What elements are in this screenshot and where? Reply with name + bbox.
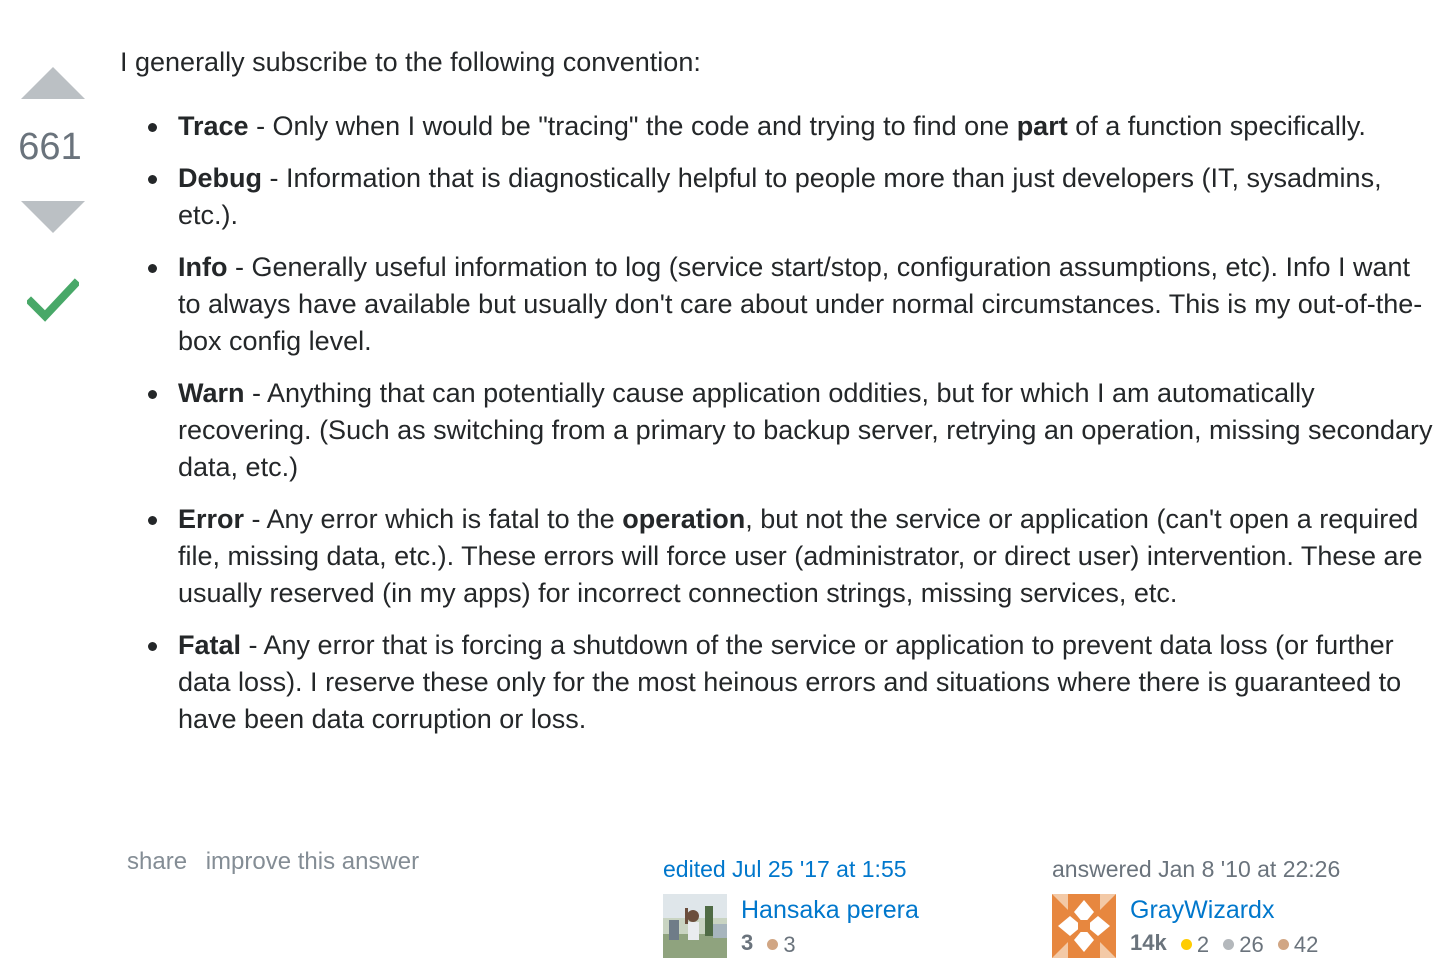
avatar[interactable] (1052, 894, 1116, 958)
bronze-badge-icon (767, 939, 778, 950)
log-level-term: Warn (178, 378, 245, 408)
owner-signature (1052, 853, 1372, 957)
log-level-term: Error (178, 504, 245, 534)
accepted-checkmark-icon (27, 278, 79, 324)
description-text: - Only when I would be "tracing" the code and trying to find one (248, 111, 1017, 141)
bronze-badge-count: 42 (1293, 931, 1319, 957)
bronze-badge (767, 929, 795, 961)
share-link[interactable]: share (127, 848, 188, 875)
vote-count: 661 (18, 126, 82, 168)
list-item (120, 108, 1440, 145)
description-text: - Any error that is forcing a shutdown of the service or application to prevent data loss (or further data loss). I reserve these only for the most heinous errors and situations where there is guaranteed to have been data corruption or loss. (178, 630, 1402, 734)
log-level-term: Fatal (178, 630, 242, 660)
editor-details (741, 893, 919, 961)
emphasis-text: part (1016, 111, 1068, 141)
owner-identicon-image (1052, 894, 1116, 958)
answer-body (120, 44, 1440, 753)
silver-badge-icon (1223, 939, 1234, 950)
bullet-icon (148, 175, 157, 184)
edit-history-link[interactable]: edited Jul 25 '17 at 1:55 (663, 856, 907, 882)
editor-avatar-image (663, 894, 727, 958)
bullet-icon (148, 123, 157, 132)
list-item (120, 249, 1440, 360)
bronze-badge-count: 3 (783, 931, 796, 957)
description-text: - Information that is diagnostically helpful to people more than just developers (IT, sysadmins, etc.). (178, 163, 1382, 230)
editor-flair (741, 927, 919, 961)
bullet-icon (148, 642, 157, 651)
log-level-list (120, 108, 1440, 738)
vote-up-icon[interactable] (21, 67, 85, 99)
answered-timestamp: answered Jan 8 '10 at 22:26 (1052, 856, 1341, 882)
log-level-term: Debug (178, 163, 262, 193)
owner-flair (1130, 927, 1326, 961)
post-menu (127, 848, 431, 876)
avatar[interactable] (663, 894, 727, 958)
silver-badge (1223, 929, 1263, 961)
bullet-icon (148, 390, 157, 399)
description-text: of a function specifically. (1067, 111, 1366, 141)
description-text: - Generally useful information to log (service start/stop, configuration assumptions, etc). Info I want to always have available but usually don't care about under normal circumstances. This is my out-of-the-box config level. (178, 252, 1423, 356)
list-item (120, 375, 1440, 486)
gold-badge-count: 2 (1196, 931, 1210, 957)
bullet-icon (148, 264, 157, 273)
silver-badge-count: 26 (1239, 931, 1264, 957)
owner-details (1130, 893, 1326, 961)
reputation-score: 3 (741, 930, 754, 955)
reputation-score: 14k (1130, 930, 1167, 955)
description-text: - Anything that can potentially cause application oddities, but for which I am automatically recovering. (Such as switching from a primary to backup server, retrying an operation, missing secondary data, etc.) (178, 378, 1433, 482)
emphasis-text: operation (622, 504, 746, 534)
editor-signature (663, 853, 983, 957)
log-level-term: Trace (178, 111, 249, 141)
bronze-badge (1278, 929, 1318, 961)
description-text: , but not the service or application (can't open a required file, missing data, etc.). These errors will force user (administrator, or direct user) intervention. These are usually reserved (in my apps) for incorrect connection strings, missing services, etc. (178, 504, 1423, 608)
list-item (120, 160, 1440, 234)
owner-username-link[interactable]: GrayWizardx (1130, 896, 1275, 924)
gold-badge (1181, 929, 1209, 961)
description-text: - Any error which is fatal to the (244, 504, 623, 534)
improve-answer-link[interactable]: improve this answer (205, 848, 420, 875)
bullet-icon (148, 516, 157, 525)
vote-down-icon[interactable] (21, 201, 85, 233)
answer-intro: I generally subscribe to the following convention: (120, 47, 701, 77)
editor-username-link[interactable]: Hansaka perera (741, 896, 919, 924)
edited-timestamp (663, 853, 983, 885)
bronze-badge-icon (1278, 939, 1289, 950)
list-item (120, 501, 1440, 612)
list-item (120, 627, 1440, 738)
gold-badge-icon (1181, 939, 1192, 950)
log-level-term: Info (178, 252, 228, 282)
